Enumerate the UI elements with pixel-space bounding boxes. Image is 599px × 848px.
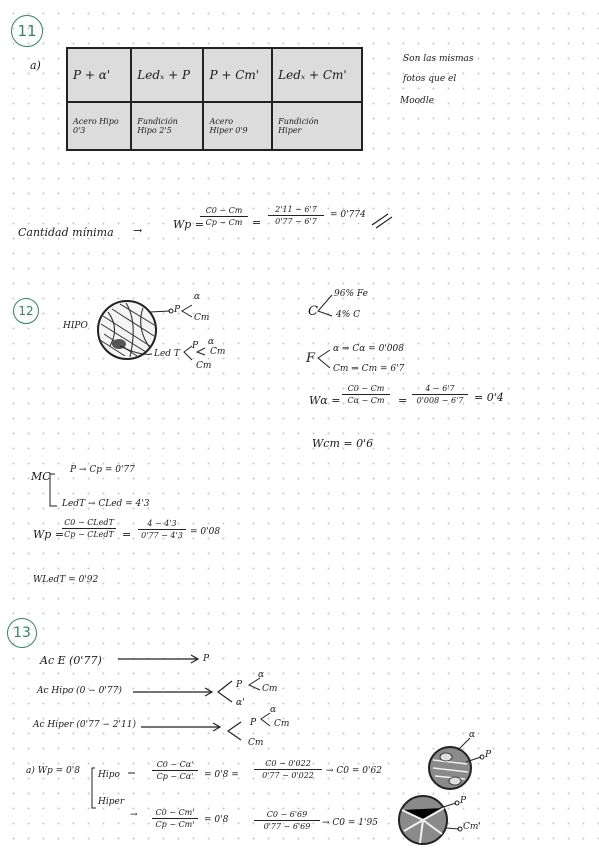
r1-fraction-values <box>254 759 322 780</box>
wp-result: = 0'774 <box>330 210 366 220</box>
bracket-f <box>318 350 330 368</box>
hipo-label: HIPO <box>63 321 88 331</box>
hipo-label-13: Hipo <box>98 770 120 780</box>
exercise-number-12: 12 <box>13 298 39 324</box>
label-cm-ledt-2: Cm <box>196 361 212 371</box>
note-line: Son las mismas <box>403 54 474 64</box>
table-row <box>67 102 362 150</box>
row1-right: P <box>203 654 210 664</box>
bracket-mc <box>50 474 57 506</box>
fraction-numerator: 4 − 4'3 <box>147 519 177 528</box>
fraction-numerator: C0 − Cα' <box>156 760 194 769</box>
row2-p: P <box>236 680 243 690</box>
bracket-part-a <box>92 768 96 808</box>
microstructure-circle-hiper-13 <box>399 796 447 844</box>
label-p-13b: P <box>460 796 467 806</box>
equals-sign: = <box>122 528 132 541</box>
fraction-numerator: C0 − Cm <box>347 384 385 393</box>
cantidad-minima-label: Cantidad mínima <box>18 226 114 239</box>
fraction-denominator: 0'77 − 6'69 <box>263 822 311 831</box>
label-p-ledt: P <box>192 341 199 351</box>
wp-result-12: = 0'08 <box>190 527 221 537</box>
f-bottom: Cm ⇒ Cm = 6'7 <box>333 364 405 374</box>
part-a-wp: a) Wp = 0'8 <box>26 766 80 776</box>
arrow-hiper: → <box>130 810 138 820</box>
mc-label: MC <box>31 470 51 483</box>
arrow-glyph: → <box>133 224 143 237</box>
fraction-numerator: C0 − Cm <box>205 206 243 215</box>
c-bottom: 4% C <box>336 310 361 320</box>
table-cell: Acero Hiper 0'9 <box>203 102 272 150</box>
wp-fraction <box>200 206 248 227</box>
row2-left: Ac Hipo (0 − 0'77) <box>37 686 122 696</box>
f-label: F <box>306 351 316 366</box>
fraction-numerator: C0 − Cm' <box>155 808 195 817</box>
wledt-result: WLedT = 0'92 <box>33 575 99 585</box>
table-header-cell: P + α' <box>67 48 131 102</box>
wp-lhs: Wp = <box>173 218 205 231</box>
c-label: C <box>308 304 318 319</box>
table-cell: Acero Hipo 0'3 <box>67 102 131 150</box>
bracket-c <box>318 295 332 316</box>
note-line: Moodle <box>400 96 435 106</box>
arrow-row2 <box>133 688 212 696</box>
label-alpha: α <box>194 292 201 302</box>
bracket-ledt-p <box>197 348 205 355</box>
walpha-result: = 0'4 <box>474 391 504 404</box>
walpha-fraction <box>342 384 390 405</box>
fraction-numerator: C0 − 0'022 <box>265 759 311 768</box>
row2-alpha: α <box>258 670 265 680</box>
label-p-13: P <box>485 750 492 760</box>
f-top: α ⇒ Cα = 0'008 <box>333 344 404 354</box>
wp-fraction-values-12 <box>138 519 186 540</box>
arrow-row1 <box>118 655 198 663</box>
label-alpha-13: α <box>469 730 476 740</box>
row3-cm-bottom: Cm <box>248 738 264 748</box>
bracket-row2 <box>218 681 232 702</box>
fraction-numerator: 4 − 6'7 <box>425 384 455 393</box>
c-top: 96% Fe <box>334 289 368 299</box>
fraction-denominator: 0'008 − 6'7 <box>416 396 464 405</box>
note-line: fotos que el <box>403 74 457 84</box>
hiper-label-13: Hiper <box>98 797 125 807</box>
exercise-number-11: 11 <box>11 15 43 47</box>
fraction-denominator: Cα − Cm <box>347 396 385 405</box>
r1-mid: = 0'8 = <box>204 770 239 780</box>
fraction-numerator: C0 − 6'69 <box>266 810 308 819</box>
fraction-numerator: 2'11 − 6'7 <box>275 205 317 214</box>
label-p: P <box>174 305 181 315</box>
row3-alpha: α <box>270 705 277 715</box>
microstructure-table <box>66 47 363 151</box>
fraction-denominator: 0'77 − 4'3 <box>141 531 183 540</box>
r1-fraction <box>152 760 198 781</box>
row2-alpha-prime: α' <box>236 698 245 708</box>
fraction-denominator: Cp − Cm <box>205 218 243 227</box>
table-header-cell: Ledₓ + Cm' <box>272 48 362 102</box>
table-header-cell: P + Cm' <box>203 48 272 102</box>
wcm-result: Wcm = 0'6 <box>312 437 374 450</box>
equals-sign: = <box>252 216 262 229</box>
mc-ledt: LedT → CLed = 4'3 <box>62 499 150 509</box>
row1-left: Ac E (0'77) <box>40 654 102 667</box>
r2-fraction-values <box>254 810 320 831</box>
wp-fraction-12 <box>62 518 116 539</box>
bracket-ledt <box>184 346 192 360</box>
walpha-lhs: Wα = <box>309 394 341 407</box>
bracket-row3 <box>228 722 241 740</box>
fraction-denominator: Cp − Cm' <box>155 820 195 829</box>
microstructure-circle-hipo-13 <box>429 747 471 789</box>
fraction-numerator: C0 − CLedT <box>64 518 114 527</box>
fraction-denominator: Cp − Cα' <box>156 772 194 781</box>
r1-result: → C0 = 0'62 <box>326 766 382 776</box>
wp-lhs-12: Wp = <box>33 528 65 541</box>
row3-cm: Cm <box>274 719 290 729</box>
part-a-label: a) <box>30 59 41 72</box>
label-ledt: Led T <box>154 349 180 359</box>
fraction-denominator: 0'77 − 0'022 <box>262 771 314 780</box>
result-double-strike <box>372 214 392 228</box>
table-cell: Fundición Hipo 2'5 <box>131 102 203 150</box>
r2-fraction <box>152 808 198 829</box>
microstructure-circle-hipo <box>98 301 156 359</box>
fraction-denominator: 0'77 − 6'7 <box>275 217 317 226</box>
pointer-line-cm-13b <box>446 828 459 829</box>
wp-fraction-values <box>268 205 324 226</box>
table-cell: Fundición Hiper <box>272 102 362 150</box>
label-cm-13b: Cm' <box>463 822 481 832</box>
bracket-p-alpha-cm <box>182 305 192 317</box>
bracket-row3-inner <box>261 713 270 726</box>
row3-p: P <box>250 718 257 728</box>
equals-sign: = <box>398 394 408 407</box>
table-header-row <box>67 48 362 102</box>
pointer-line-p <box>150 311 170 312</box>
r2-mid: = 0'8 <box>204 815 229 825</box>
walpha-fraction-values <box>412 384 468 405</box>
fraction-denominator: Cp − CLedT <box>64 530 114 539</box>
mc-p: P → Cp = 0'77 <box>70 465 135 475</box>
row2-cm: Cm <box>262 684 278 694</box>
label-alpha-ledt: α <box>208 337 215 347</box>
arrow-row3 <box>141 723 220 731</box>
row3-left: Ac Hiper (0'77 − 2'11) <box>33 720 136 730</box>
label-cm-ledt: Cm <box>210 347 226 357</box>
table-header-cell: Ledₓ + P <box>131 48 203 102</box>
label-cm: Cm <box>194 313 210 323</box>
exercise-number-13: 13 <box>7 618 37 648</box>
r2-result: → C0 = 1'95 <box>322 818 378 828</box>
